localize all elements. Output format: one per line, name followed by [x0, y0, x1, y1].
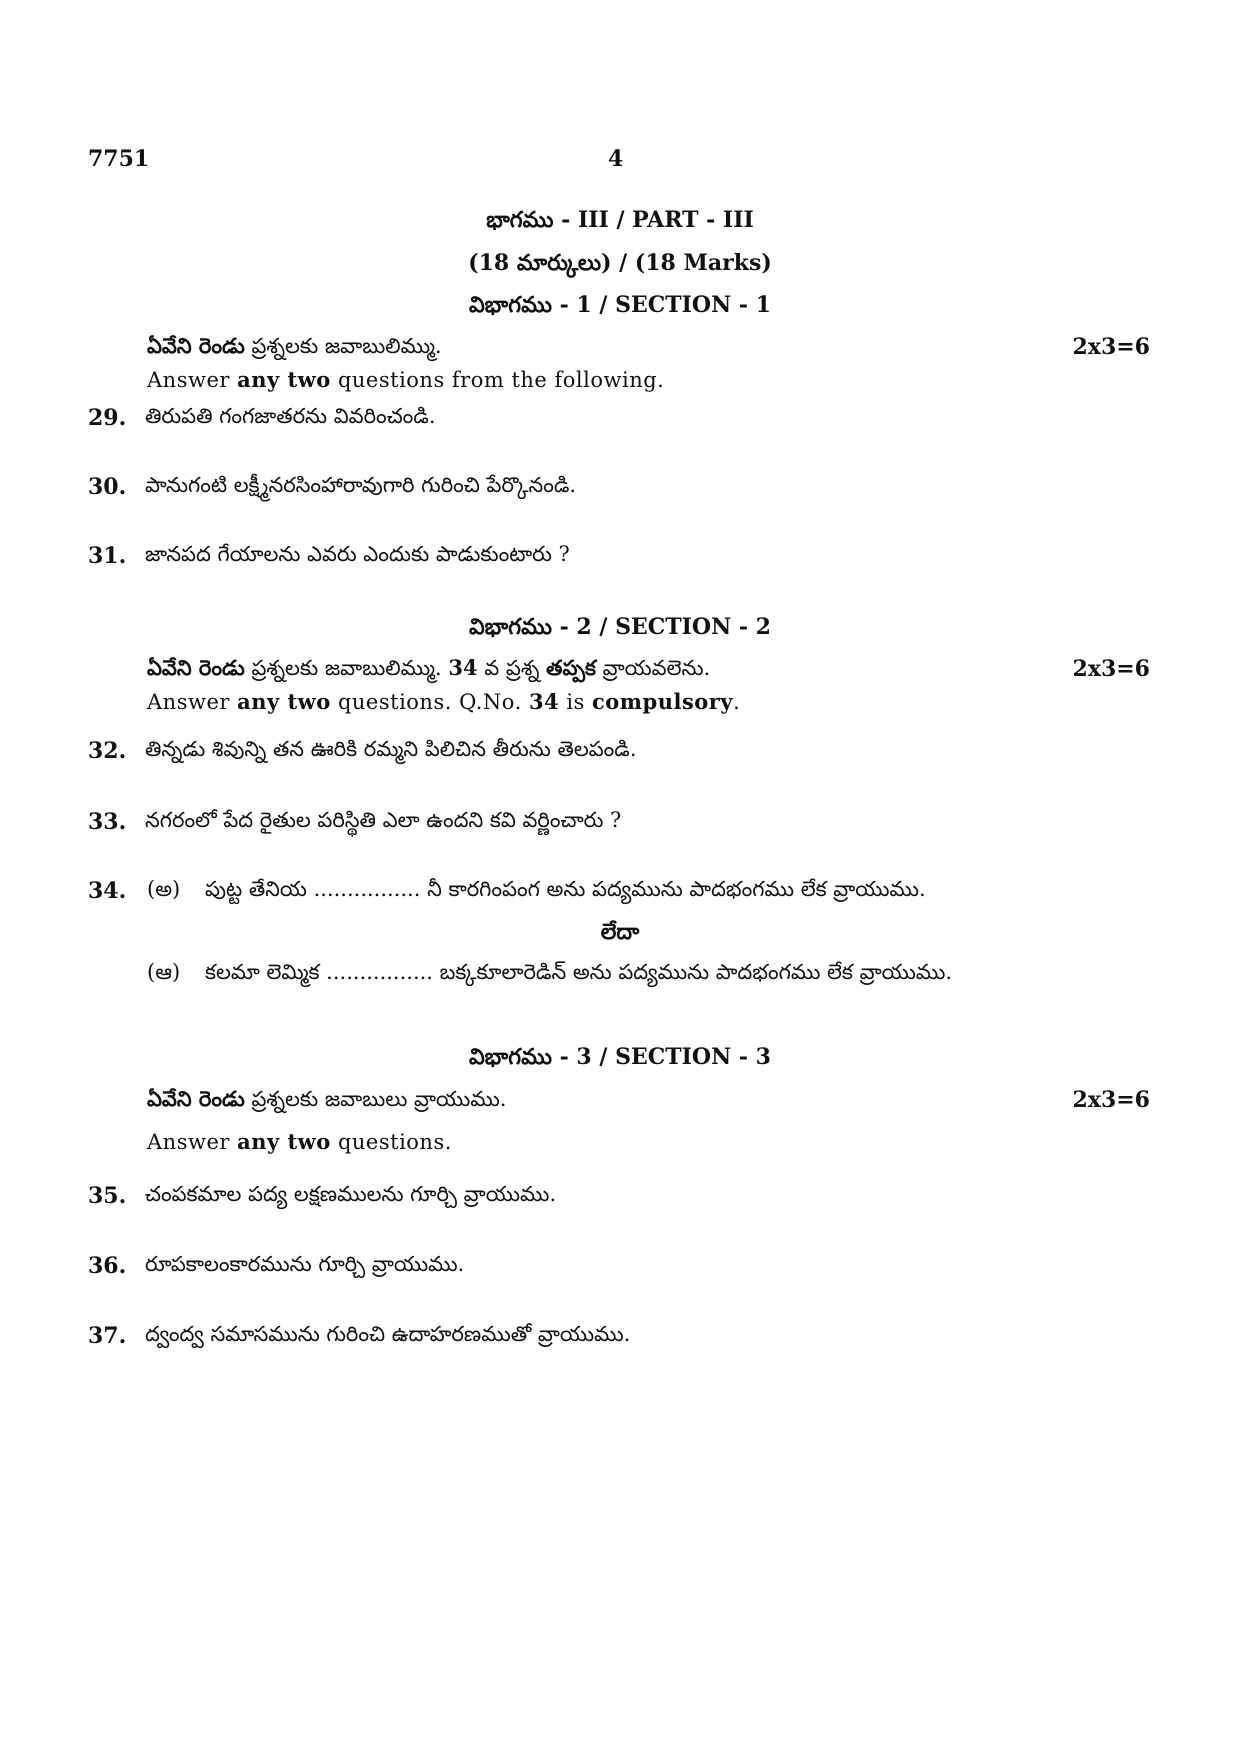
part-marks: (18 మార్కులు) / (18 Marks)	[468, 250, 772, 276]
question-text: తిన్నడు శివున్ని తన ఊరికి రమ్మని పిలిచిన తీరును తెలపండి.	[145, 737, 637, 761]
instruction-en-mid2: is	[559, 690, 593, 714]
question-number: 30.	[88, 474, 127, 500]
instruction-rest: ప్రశ్నలకు జవాబులు వ్రాయుము.	[244, 1087, 507, 1111]
instruction-bold2: తప్పక	[546, 655, 596, 680]
instruction-en-pre: Answer	[147, 690, 238, 714]
instruction-end: వ్రాయవలెను.	[595, 656, 711, 680]
question-number: 35.	[88, 1183, 127, 1209]
question-text: పానుగంటి లక్ష్మీనరసింహారావుగారి గురించి పేర్కొనండి.	[145, 473, 577, 497]
instruction-bold: ఏవేని రెండు	[147, 333, 245, 358]
option-b-text: కలమా లెమ్మిక ................ బక్కకూలారెడిన్ అను పద్యమును పాదభంగము లేక వ్రాయుము.	[205, 960, 953, 984]
instruction-rest: ప్రశ్నలకు జవాబులిమ్ము.	[244, 334, 442, 358]
section-3-instruction-te	[147, 1086, 506, 1117]
question-text: తిరుపతి గంగజాతరను వివరించండి.	[145, 404, 436, 428]
question-text: జానపద గేయాలను ఎవరు ఎందుకు పాడుకుంటారు ?	[145, 542, 570, 566]
instruction-num: 34	[448, 655, 478, 680]
section-1-instruction-en	[147, 367, 664, 392]
question-number: 32.	[88, 738, 127, 764]
question-text: రూపకాలంకారమును గూర్చి వ్రాయుము.	[145, 1252, 465, 1276]
instruction-mid2: వ ప్రశ్న	[477, 656, 547, 680]
section-1-title: విభాగము - 1 / SECTION - 1	[469, 292, 771, 318]
question-number: 33.	[88, 809, 127, 835]
section-1-instruction-te	[147, 333, 442, 364]
instruction-bold: ఏవేని రెండు	[147, 1086, 245, 1111]
instruction-en-pre: Answer	[147, 1130, 238, 1154]
instruction-en-bold: any two	[237, 689, 331, 714]
part-title: భాగము - III / PART - III	[486, 207, 754, 233]
question-number: 31.	[88, 543, 127, 569]
instruction-en-post: questions from the following.	[330, 368, 665, 392]
question-number: 29.	[88, 405, 127, 431]
instruction-en-pre: Answer	[147, 368, 238, 392]
instruction-en-mid: questions. Q.No.	[330, 690, 529, 714]
page-number: 4	[608, 146, 624, 172]
section-2-title: విభాగము - 2 / SECTION - 2	[469, 614, 771, 640]
paper-code: 7751	[88, 146, 150, 172]
option-a-text: పుట్ట తేనియ ................ నీ కారగింపంగ అను పద్యమును పాదభంగము లేక వ్రాయుము.	[205, 877, 926, 901]
section-3-instruction-en	[147, 1129, 452, 1154]
instruction-en-end: .	[733, 690, 741, 714]
section-2-marks: 2x3=6	[1072, 656, 1150, 682]
question-number: 34.	[88, 878, 127, 904]
section-1-marks: 2x3=6	[1072, 334, 1150, 360]
or-separator: లేదా	[600, 919, 640, 945]
question-number: 36.	[88, 1253, 127, 1279]
section-3-title: విభాగము - 3 / SECTION - 3	[469, 1044, 771, 1070]
option-a-label: (అ)	[147, 877, 181, 901]
section-3-marks: 2x3=6	[1072, 1087, 1150, 1113]
instruction-en-post: questions.	[330, 1130, 452, 1154]
question-text: నగరంలో పేద రైతుల పరిస్థితి ఎలా ఉందని కవి వర్ణించారు ?	[145, 808, 622, 832]
section-2-instruction-te	[147, 655, 710, 686]
instruction-mid: ప్రశ్నలకు జవాబులిమ్ము.	[244, 656, 449, 680]
instruction-en-bold: any two	[237, 367, 331, 392]
instruction-bold: ఏవేని రెండు	[147, 655, 245, 680]
instruction-en-bold: any two	[237, 1129, 331, 1154]
question-text: చంపకమాల పద్య లక్షణములను గూర్చి వ్రాయుము.	[145, 1182, 557, 1206]
question-text: ద్వంద్వ సమాసమును గురించి ఉదాహరణముతో వ్రాయుము.	[145, 1322, 631, 1346]
question-number: 37.	[88, 1323, 127, 1349]
instruction-en-bold2: compulsory	[592, 689, 734, 714]
option-b-label: (ఆ)	[147, 960, 181, 984]
instruction-en-num: 34	[528, 689, 560, 714]
section-2-instruction-en	[147, 689, 740, 714]
